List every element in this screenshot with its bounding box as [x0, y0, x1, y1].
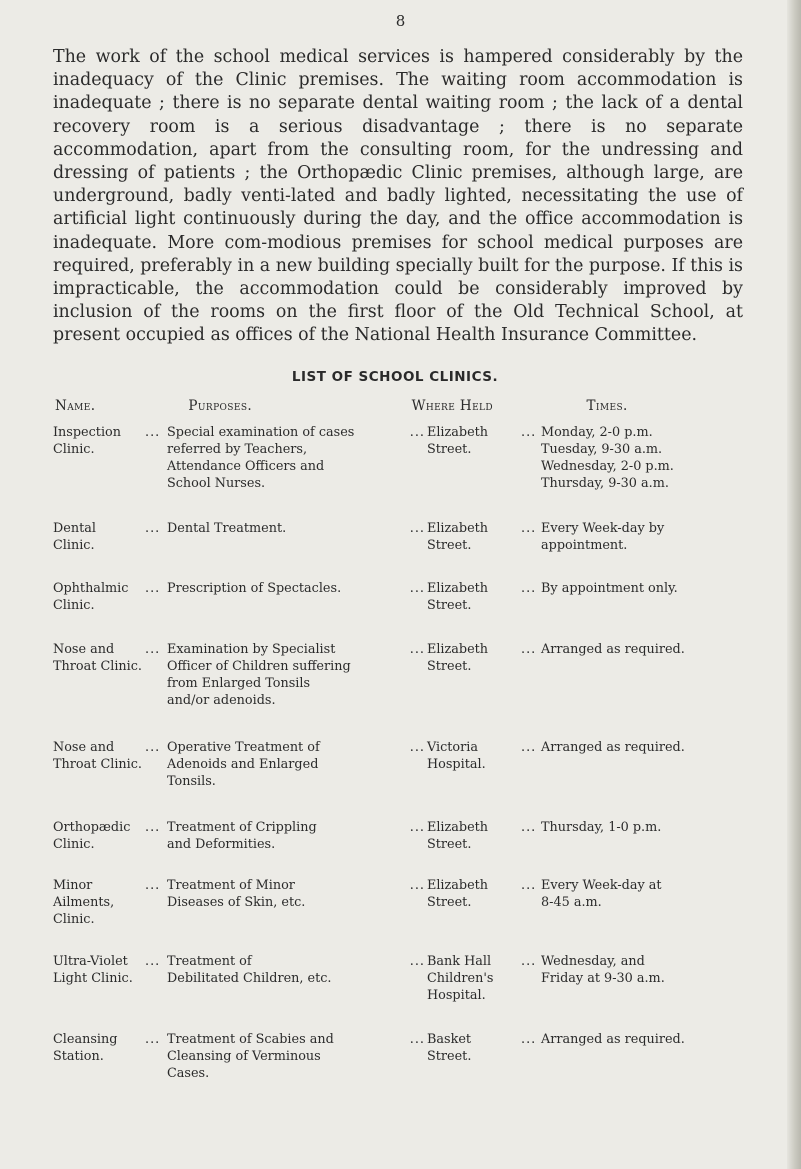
clinic-where-held: Bank Hall Children's Hospital. — [427, 954, 494, 1003]
table-row — [53, 877, 743, 928]
table-row — [53, 819, 743, 853]
page-edge-shadow — [787, 0, 801, 1169]
header-name: Name. — [55, 398, 96, 414]
leader-dots: ... — [409, 521, 425, 536]
leader-dots: ... — [145, 1032, 161, 1047]
clinic-times: Arranged as required. — [541, 740, 685, 755]
clinic-name: Inspection Clinic. — [53, 425, 121, 457]
clinic-purpose: Treatment of Debilitated Children, etc. — [167, 954, 332, 986]
clinic-purpose: Operative Treatment of Adenoids and Enlarged Tonsils. — [167, 740, 320, 789]
leader-dots: ... — [145, 642, 161, 657]
intro-paragraph: The work of the school medical services is hampered considerably by the inadequacy of the Clinic premises. The waiting room accommodation is inadequate ; there is no separate dental waiting room ; the lack of a dental recovery room is a serious disadvantage ; there is no separate accommodation, apart from the consulting room, for the undressing and dressing of patients ; the Orthopædic Clinic premises, although large, are underground, badly venti-lated and badly lighted, necessitating the use of artificial light continuously during the day, and the office accommodation is inadequate. More com-modious premises for school medical purposes are required, preferably in a new building specially built for the purpose. If this is impracticable, the accommodation could be considerably improved by inclusion of the rooms on the first floor of the Old Technical School, at present occupied as offices of the National Health Insurance Committee. — [53, 47, 743, 346]
leader-dots: ... — [145, 581, 161, 596]
clinic-name: Ophthalmic Clinic. — [53, 581, 129, 613]
leader-dots: ... — [145, 740, 161, 755]
clinic-times: Thursday, 1-0 p.m. — [541, 820, 662, 835]
clinic-times: Every Week-day by appointment. — [541, 521, 665, 553]
page-number: 8 — [395, 12, 406, 30]
clinic-where-held: Victoria Hospital. — [427, 740, 486, 772]
list-title: LIST OF SCHOOL CLINICS. — [291, 369, 499, 385]
clinic-where-held: Elizabeth Street. — [427, 425, 489, 457]
header-times: Times. — [586, 398, 628, 414]
table-header — [53, 398, 743, 424]
clinic-times: Arranged as required. — [541, 642, 685, 657]
leader-dots: ... — [409, 1032, 425, 1047]
clinic-where-held: Elizabeth Street. — [427, 521, 489, 553]
leader-dots: ... — [145, 521, 161, 536]
clinic-purpose: Examination by Specialist Officer of Children suffering from Enlarged Tonsils and/or adenoids. — [167, 642, 351, 708]
clinic-times: Monday, 2-0 p.m. Tuesday, 9-30 a.m. Wednesday, 2-0 p.m. Thursday, 9-30 a.m. — [541, 425, 674, 491]
clinic-name: Orthopædic Clinic. — [53, 820, 131, 852]
clinic-where-held: Elizabeth Street. — [427, 642, 489, 674]
leader-dots: ... — [521, 954, 537, 969]
clinic-purpose: Special examination of cases referred by Teachers, Attendance Officers and School Nurses. — [167, 425, 355, 491]
table-row — [53, 520, 743, 554]
table-row — [53, 580, 743, 614]
leader-dots: ... — [521, 425, 537, 440]
clinic-purpose: Dental Treatment. — [167, 521, 287, 536]
leader-dots: ... — [145, 878, 161, 893]
clinic-purpose: Treatment of Minor Diseases of Skin, etc. — [167, 878, 306, 910]
clinic-where-held: Elizabeth Street. — [427, 581, 489, 613]
table-row — [53, 641, 743, 709]
leader-dots: ... — [145, 820, 161, 835]
table-row — [53, 1031, 743, 1082]
leader-dots: ... — [409, 642, 425, 657]
clinic-name: Cleansing Station. — [53, 1032, 118, 1064]
clinic-where-held: Elizabeth Street. — [427, 820, 489, 852]
clinic-times: By appointment only. — [541, 581, 678, 596]
leader-dots: ... — [409, 954, 425, 969]
table-row — [53, 953, 743, 1004]
clinic-times: Every Week-day at 8-45 a.m. — [541, 878, 662, 910]
clinic-purpose: Treatment of Crippling and Deformities. — [167, 820, 317, 852]
leader-dots: ... — [409, 425, 425, 440]
clinic-name: Dental Clinic. — [53, 521, 96, 553]
leader-dots: ... — [409, 581, 425, 596]
clinic-where-held: Elizabeth Street. — [427, 878, 489, 910]
leader-dots: ... — [521, 740, 537, 755]
leader-dots: ... — [521, 642, 537, 657]
clinic-name: Nose and Throat Clinic. — [53, 740, 142, 772]
header-where-held: Where Held — [411, 398, 494, 414]
clinic-where-held: Basket Street. — [427, 1032, 472, 1064]
clinic-times: Wednesday, and Friday at 9-30 a.m. — [541, 954, 665, 986]
leader-dots: ... — [521, 521, 537, 536]
leader-dots: ... — [145, 954, 161, 969]
leader-dots: ... — [409, 878, 425, 893]
clinic-purpose: Treatment of Scabies and Cleansing of Verminous Cases. — [167, 1032, 334, 1081]
table-row — [53, 739, 743, 790]
leader-dots: ... — [521, 581, 537, 596]
leader-dots: ... — [145, 425, 161, 440]
clinic-purpose: Prescription of Spectacles. — [167, 581, 342, 596]
clinics-table — [53, 398, 743, 1081]
clinic-name: Ultra-Violet Light Clinic. — [53, 954, 133, 986]
leader-dots: ... — [521, 820, 537, 835]
leader-dots: ... — [521, 878, 537, 893]
leader-dots: ... — [409, 740, 425, 755]
header-purposes: Purposes. — [188, 398, 253, 414]
leader-dots: ... — [521, 1032, 537, 1047]
clinic-name: Minor Ailments, Clinic. — [53, 878, 115, 927]
clinic-times: Arranged as required. — [541, 1032, 685, 1047]
table-row — [53, 424, 743, 492]
leader-dots: ... — [409, 820, 425, 835]
clinic-name: Nose and Throat Clinic. — [53, 642, 142, 674]
